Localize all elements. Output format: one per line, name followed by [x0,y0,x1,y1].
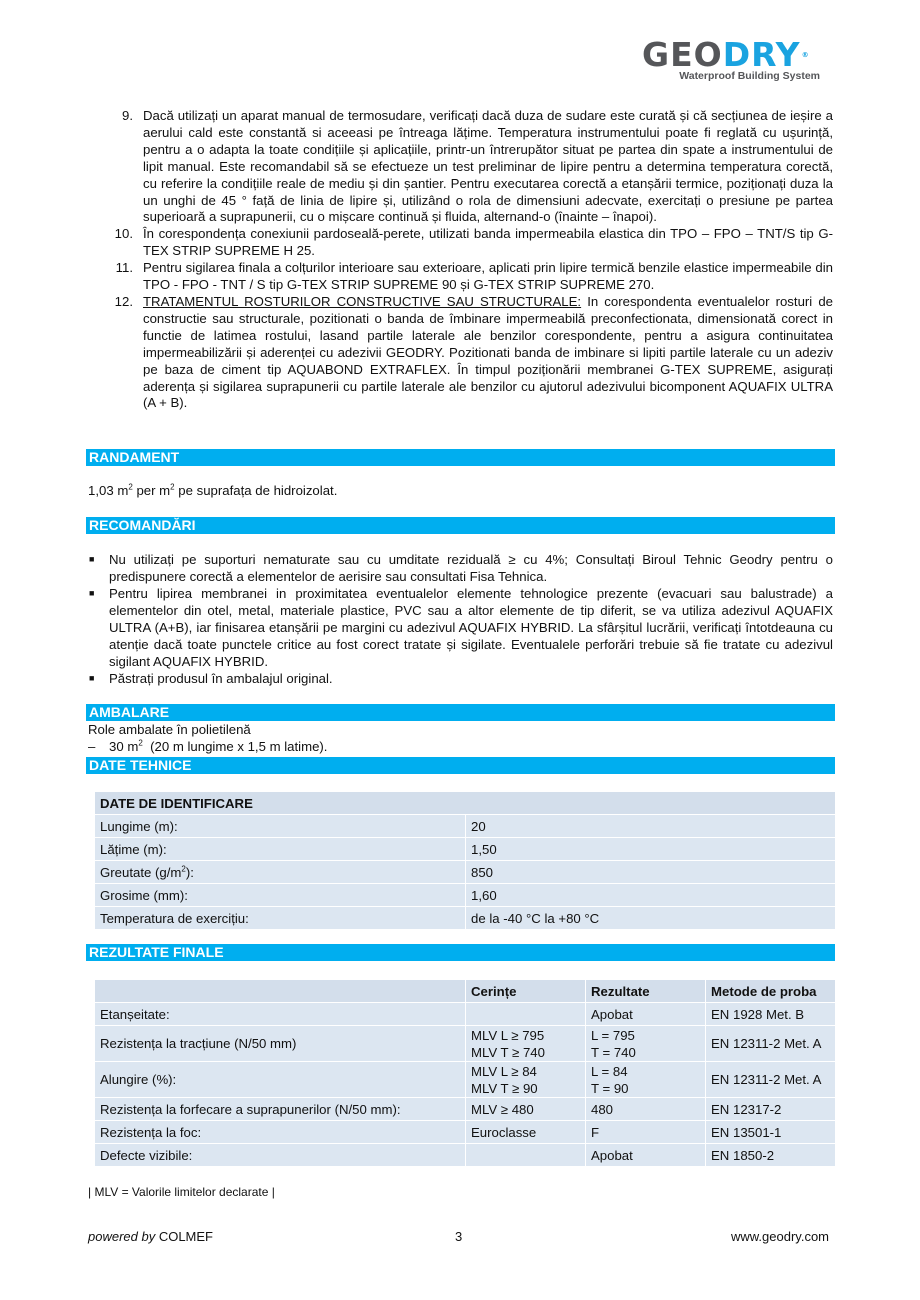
step-11 [88,260,833,294]
column-header-rezultate: Rezultate [586,980,706,1003]
section-header-randament: RANDAMENT [86,449,835,466]
geodry-logo [642,35,838,82]
list-item: ■ Păstrați produsul în ambalajul original. [89,671,333,686]
table-header-row [95,980,836,1003]
footnote: | MLV = Valorile limitelor declarate | [88,1185,275,1199]
packaging-info [88,721,833,755]
column-header-cerinte: Cerințe [466,980,586,1003]
step-9 [88,108,833,226]
step-text: TRATAMENTUL ROSTURILOR CONSTRUCTIVE SAU STRUCTURALE: In corespondenta eventualelor rosturi de constructie sau structurale, pozitionati o banda de îmbinare impermeabilă preconfectionata, dimensionată corect in functie de latimea rostului, lasand partile laterale ale benzilor corespondente, pentru a asigura continuitatea impermeabilizării și aderenței cu adezivii GEODRY. Pozitionati banda de imbinare si lipiti partile laterale cu un adeziv pe baza de ciment tip AQUABOND EXTRAFLEX. În timpul poziționării membranei G-TEX SUPREME, asigurați aderența și sigilarea suprapunerii cu partile laterale ale benzilor cu ajutorul adezivului bicomponent AQUAFIX ULTRA (A + B). [143,293,833,411]
section-header-date-tehnice: DATE TEHNICE [86,757,835,774]
packaging-dimensions: – 30 $m^2$ (20 m lungime x 1,5 m latime). [88,738,328,754]
recommendations-list [88,551,833,687]
page-footer [88,1229,829,1247]
identification-table [94,791,836,930]
list-item: ■ Nu utilizați pe suporturi nematurate sau cu umditate reziduală ≥ cu 4%; Consultați Biroul Tehnic Geodry pentru o predispunere corectă a elementelor de aerisire sau consultati Fisa Tehnica. [89,552,833,584]
step-number: 11. [115,260,133,276]
step-text: În corespondența conexiunii pardoseală-perete, utilizati banda impermeabila elastica din TPO – FPO – TNT/S tip G-TEX STRIP SUPREME H 25. [143,226,833,259]
step-12 [88,294,833,412]
powered-by: powered by COLMEF [88,1229,214,1244]
randament-text: 1,03 $m^2$ per $m^2$ pe suprafața de hidroizolat. [88,482,338,498]
table-header-row [95,792,836,815]
website-link[interactable]: www.geodry.com [730,1229,829,1244]
table-row: Lățime (m): 1,50 [95,838,836,861]
table-row: Rezistența la foc: Euroclasse F EN 13501-1 [95,1121,836,1144]
logo-tagline: Waterproof Building System [679,70,820,82]
table-row: Lungime (m): 20 [95,815,836,838]
table-row: Rezistența la forfecare a suprapunerilor (N/50 mm): MLV ≥ 480 480 EN 12317-2 [95,1098,836,1121]
step-10 [88,226,833,260]
numbered-steps [88,108,833,412]
bullet-icon: ■ [89,588,95,598]
table-row: Defecte vizibile: Apobat EN 1850-2 [95,1144,836,1167]
step-number: 10. [114,226,133,242]
step-title: TRATAMENTUL ROSTURILOR CONSTRUCTIVE SAU STRUCTURALE: [143,293,582,309]
bullet-icon: ■ [89,554,95,564]
table-row: Alungire (%): MLV L ≥ 84 MLV T ≥ 90 L = 84 T = 90 EN 12311-2 Met. A [95,1062,836,1098]
section-header-rezultate-finale: REZULTATE FINALE [86,944,835,961]
dash-icon: – [88,739,96,754]
table-row: Grosime (mm): 1,60 [95,884,836,907]
table-row: Greutate $(g/m^2)$: 850 [95,861,836,884]
table-row: Etanșeitate: Apobat EN 1928 Met. B [95,1003,836,1026]
bullet-icon: ■ [89,673,95,683]
logo-wordmark: GEODRY® [642,35,810,74]
packaging-line: Role ambalate în polietilenă [88,722,251,737]
column-header-metode: Metode de proba [706,980,836,1003]
table-row: Temperatura de exercițiu: de la -40 °C la +80 °C [95,907,836,930]
step-text: Dacă utilizați un aparat manual de termosudare, verificați dacă duza de sudare este curată și că secțiunea de ieșire a aerului cald este constantă si aceeasi pe întreaga lățime. Temperatura instrumentului poate fi reglată cu ușurință, pentru a o adapta la toate condițiile și aplicațiile, printr-un întrerupător situat pe partea din spate a instrumentului de lipit manual. Este recomandabil să se efectueze un test preliminar de lipire pentru a determina temperatura corectă, cu referire la condițiile reale de mediu și din șantier. Pentru executarea corectă a etanșării termice, poziționați duza la un unghi de 45 ° față de linia de lipire și, utilizând o rola de dimensiuni adecvate, exercitați o presiune pe partea superioară a suprapunerii, cu o mișcare continuă și fluida, alternand-o (înainte – înapoi). [143,108,833,225]
list-item: ■ Pentru lipirea membranei in proximitatea eventualelor elemente tehnologice prezente (evacuari sau balustrade) a elementelor din otel, metal, materiale plastice, PVC sau a altor elemente de tip diferit, se va utiliza adezivul AQUAFIX ULTRA (A+B), iar finisarea etanșării pe margini cu adezivul AQUAFIX HYBRID. La sfârșitul lucrării, verificați întotdeauna cu atenție dacă toate punctele critice au fost corect tratate și sigilate. Eventualele perforări trebuie să fie tratate cu adezivul sigilant AQUAFIX HYBRID. [89,586,833,669]
step-number: 9. [122,108,133,123]
page-number: 3 [455,1229,463,1244]
section-header-ambalare: AMBALARE [86,704,835,721]
table-row: Rezistența la tracțiune (N/50 mm) MLV L ≥ 795 MLV T ≥ 740 L = 795 T = 740 EN 12311-2 Met. A [95,1026,836,1062]
results-table [94,979,836,1167]
step-text: Pentru sigilarea finala a colțurilor interioare sau exterioare, aplicati prin lipire termică benzile elastice impermeabile din TPO - FPO - TNT / S tip G-TEX STRIP SUPREME 90 și G-TEX STRIP SUPREME 270. [143,260,833,293]
section-header-recomandari: RECOMANDĂRI [86,517,835,534]
table-header: DATE DE IDENTIFICARE [95,792,836,815]
step-number: 12. [114,293,133,309]
